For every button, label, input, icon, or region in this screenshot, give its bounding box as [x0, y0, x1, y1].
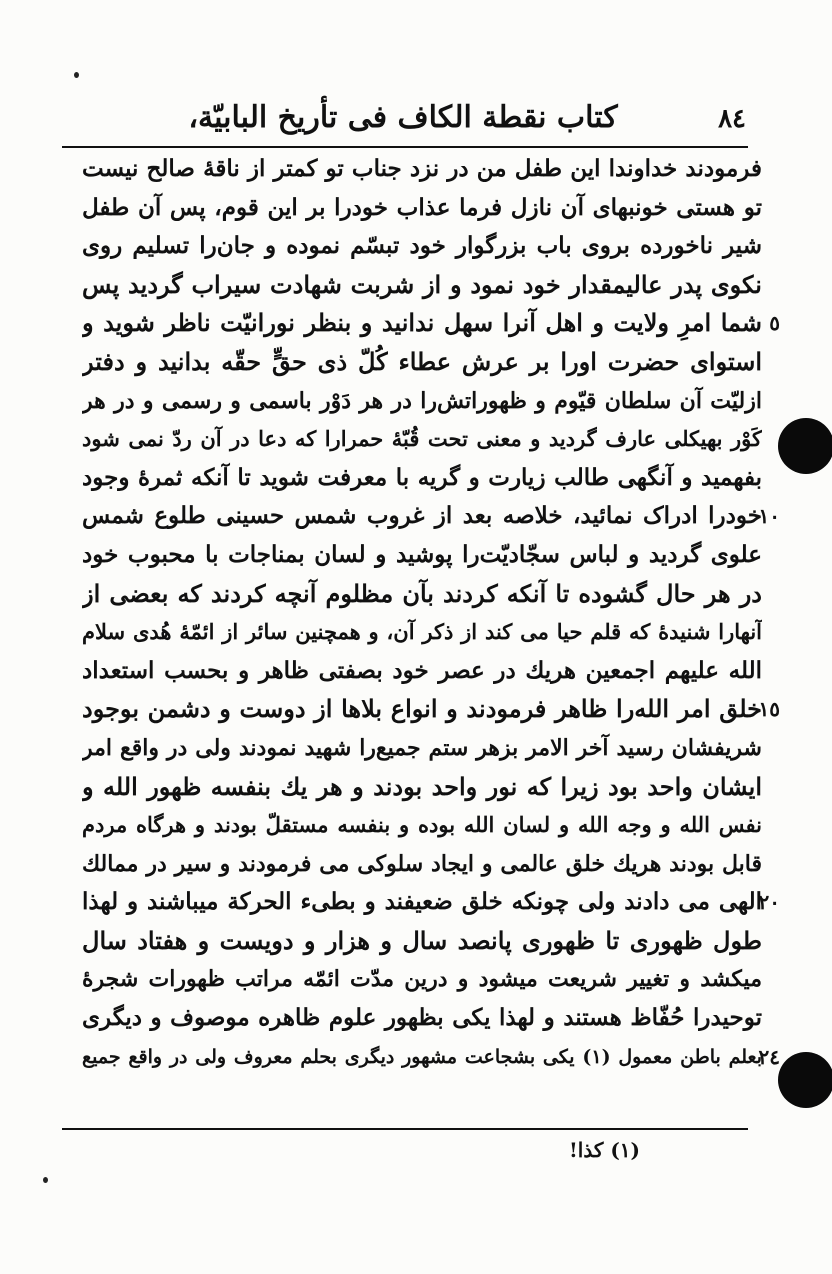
punch-hole [778, 1052, 832, 1108]
line-text: کَوْر بهیکلی عارف گردید و معنی تحت قُبّهٔ حمرارا که دعا در آن ردّ نمی شود [82, 426, 762, 452]
line-text: بفهمید و آنگهی طالب زیارت و گریه با معرفت شوید تا آنکه ثمرهٔ وجود [82, 463, 762, 491]
line-text: استوای حضرت اورا بر عرش عطاء کُلّ ذی حقٍّ حقّه بدانید و دفتر [82, 346, 762, 376]
text-line [62, 999, 762, 1038]
text-line [62, 922, 762, 961]
line-text: فرمودند خداوندا این طفل من در نزد جناب تو کمتر از ناقهٔ صالح نیست [82, 155, 762, 182]
header-rule [62, 146, 748, 148]
line-text: بعلم باطن معمول (١) یکی بشجاعت مشهور دیگری بحلم معروف ولی در واقع جمیع [82, 1045, 762, 1068]
line-text: الهی می دادند ولی چونکه خلق ضعیفند و بطیء الحرکة میباشند و لهذا [82, 888, 762, 916]
line-text: شیر ناخورده بروی باب بزرگوار خود تبسّم نموده و جان‌را تسلیم روی [82, 232, 762, 260]
footnote: (١) كذا! [569, 1138, 640, 1162]
page-number: ٨٤ [718, 104, 746, 134]
line-text: علوی گردید و لباس سجّادیّت‌را پوشید و لسان بمناجات با محبوب خود [82, 540, 762, 568]
line-text: نفس الله و وجه الله و لسان الله بوده و بنفسه مستقلّ بودند و هرگاه مردم [82, 812, 762, 838]
text-line [62, 304, 780, 343]
text-line [62, 536, 762, 575]
line-text: نکوی پدر عالیمقدار خود نمود و از شربت شهادت سیراب گردید پس [82, 269, 762, 299]
text-line [62, 343, 762, 382]
line-text: ایشان واحد بود زیرا که نور واحد بودند و هر یك بنفسه ظهور الله و [82, 771, 762, 801]
line-text: میکشد و تغییر شریعت میشود و درین مدّت ائمّه مراتب ظهورات شجرهٔ [82, 966, 762, 993]
text-line [62, 420, 762, 459]
text-line [62, 729, 762, 768]
line-number: ١٥ [758, 697, 780, 722]
line-number: ٢٤ [758, 1044, 780, 1069]
text-line [62, 652, 762, 691]
scan-speck [43, 1177, 48, 1183]
text-line [62, 1038, 780, 1077]
text-line [62, 227, 762, 266]
scan-speck [74, 72, 79, 78]
line-text: توحیدرا حُفّاظ هستند و لهذا یکی بظهور علوم ظاهره موصوف و دیگری [82, 1004, 762, 1032]
text-line [62, 613, 762, 652]
text-line [62, 382, 762, 421]
punch-hole [778, 418, 832, 474]
line-text: ازلیّت آن سلطان قیّوم و ظهوراتش‌را در هر دَوْر باسمی و رسمی و در هر [82, 387, 762, 414]
line-text: تو هستی خونبهای آن نازل فرما عذاب خودرا بر این قوم، پس آن طفل [82, 193, 762, 221]
text-line [62, 266, 762, 305]
text-line [62, 768, 762, 807]
text-line [62, 845, 762, 884]
text-line [62, 690, 780, 729]
running-title: كتاب نقطة الكاف فى تأريخ البابيّة، [188, 100, 618, 135]
text-line [62, 960, 762, 999]
text-line [62, 497, 780, 536]
line-text: آنهارا شنیدهٔ که قلم حیا می کند از ذکر آن، و همچنین سائر از ائمّهٔ هُدی سلام [82, 619, 762, 645]
text-line [62, 575, 762, 614]
line-number: ١٠ [758, 504, 780, 529]
page-header [150, 98, 746, 144]
line-text: در هر حال گشوده تا آنکه کردند بآن مظلوم آنچه کردند که بعضی از [82, 578, 762, 608]
body-text [62, 150, 780, 1076]
text-line [62, 150, 762, 189]
text-line [62, 883, 780, 922]
line-text: الله علیهم اجمعین هریك در عصر خود بصفتی ظاهر و بحسب استعداد [82, 656, 762, 684]
line-number: ٢٠ [758, 890, 780, 915]
text-line [62, 459, 762, 498]
line-text: خلق امر الله‌را ظاهر فرمودند و انواع بلاها از دوست و دشمن بوجود [82, 694, 762, 724]
line-text: طول ظهوری تا ظهوری پانصد سال و هزار و دویست و هفتاد سال [82, 925, 762, 955]
line-text: خودرا ادراک نمائید، خلاصه بعد از غروب شمس حسینی طلوع شمس [82, 502, 762, 530]
line-text: قابل بودند هریك خلق عالمی و ایجاد سلوکی می فرمودند و سیر در ممالك [82, 850, 762, 877]
text-line [62, 806, 762, 845]
text-line [62, 189, 762, 228]
line-number: ٥ [769, 311, 780, 336]
footnote-rule [62, 1128, 748, 1130]
line-text: شما امرِ ولایت و اهل آنرا سهل ندانید و بنظر نورانیّت ناظر شوید و [82, 308, 762, 338]
line-text: شریفشان رسید آخر الامر بزهر ستم جمیع‌را شهید نمودند ولی در واقع امر [82, 734, 762, 761]
